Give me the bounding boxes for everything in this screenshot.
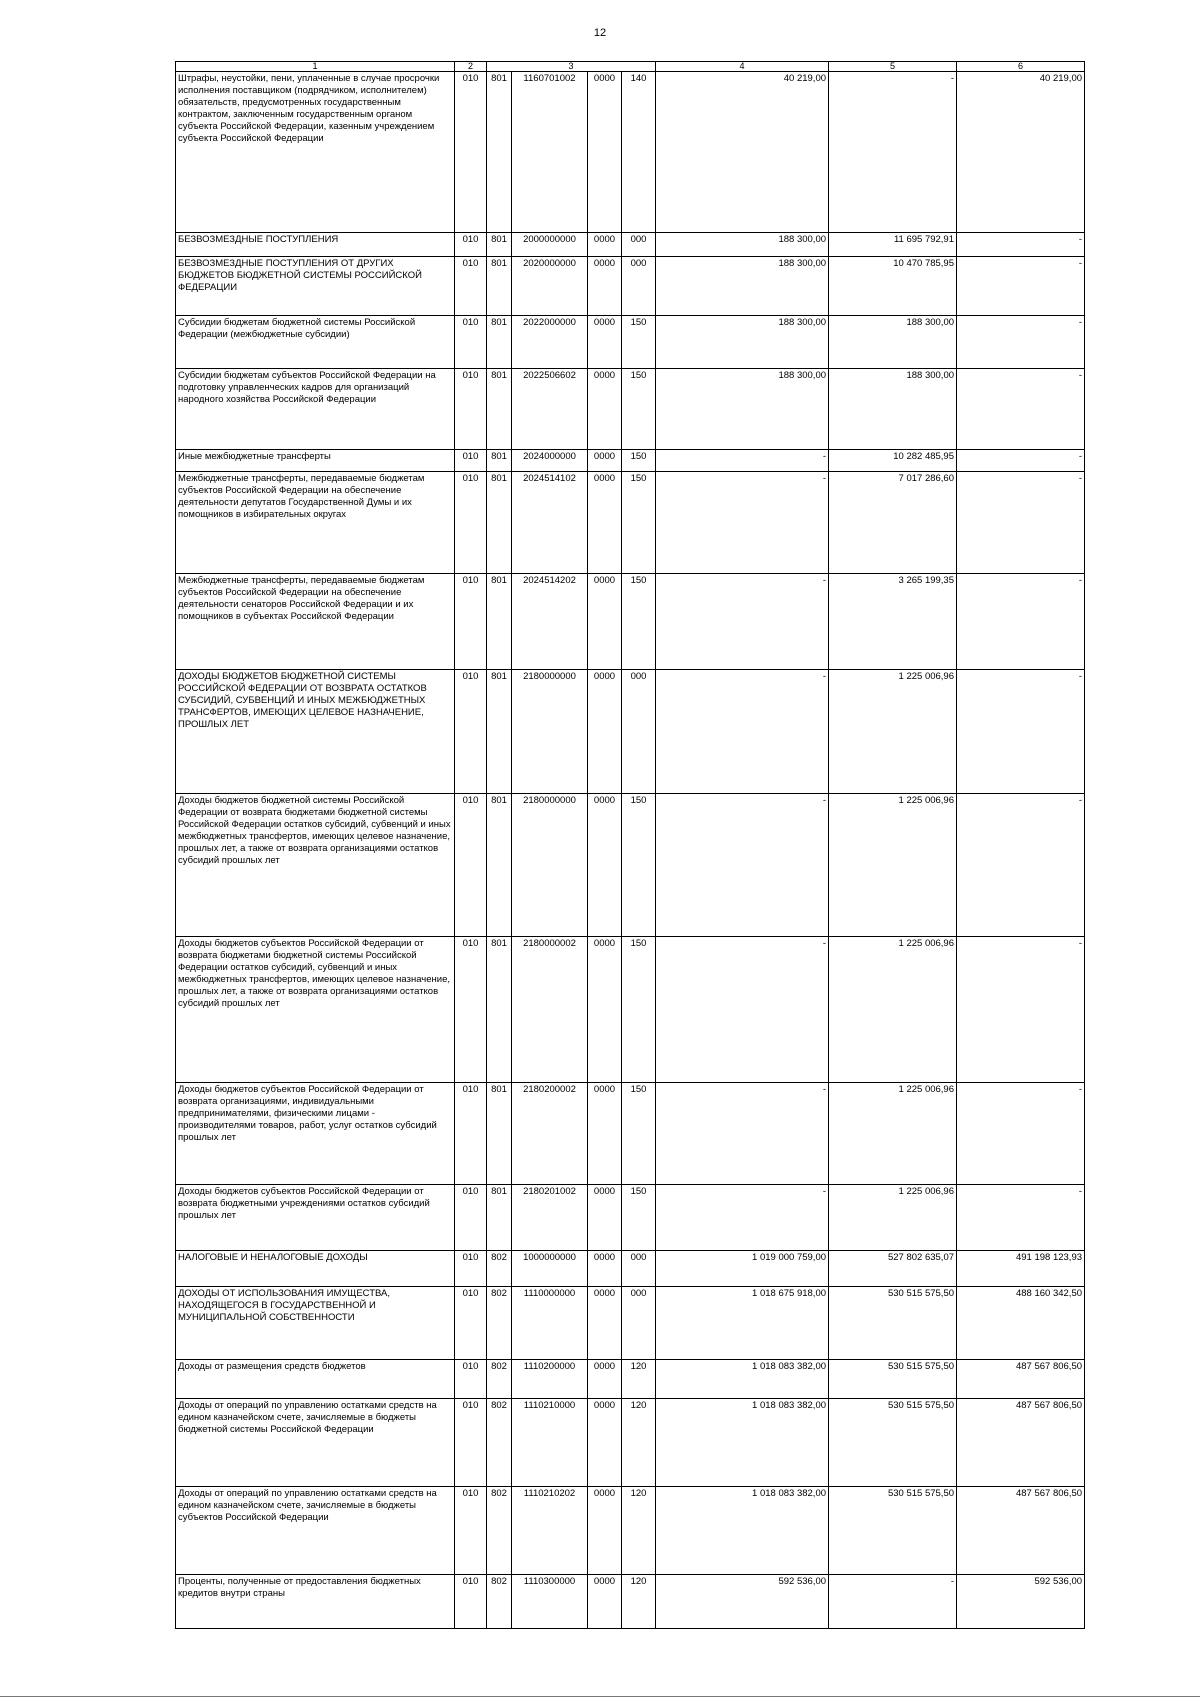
row-value-5: 3 265 199,35 <box>829 574 957 670</box>
row-code-kbk: 2180000002 <box>512 937 588 1083</box>
row-value-4: 188 300,00 <box>656 316 829 369</box>
header-col-3: 3 <box>487 62 656 72</box>
table-row <box>176 574 1085 670</box>
row-value-4: 188 300,00 <box>656 233 829 257</box>
row-code-program: 0000 <box>588 1251 622 1287</box>
row-value-4: 1 019 000 759,00 <box>656 1251 829 1287</box>
row-code-program: 0000 <box>588 369 622 450</box>
row-code-program: 0000 <box>588 670 622 794</box>
row-name: Субсидии бюджетам бюджетной системы Российской Федерации (межбюджетные субсидии) <box>176 316 455 369</box>
row-code-section: 802 <box>487 1287 512 1360</box>
row-code-program: 0000 <box>588 1487 622 1575</box>
row-name: Межбюджетные трансферты, передаваемые бюджетам субъектов Российской Федерации на обеспечение деятельности сенаторов Российской Федерации и их помощников в субъектах Российской Федерации <box>176 574 455 670</box>
row-code-type: 150 <box>622 1083 656 1185</box>
row-code-kbk: 1160701002 <box>512 72 588 233</box>
row-value-4: - <box>656 574 829 670</box>
row-code-program: 0000 <box>588 1399 622 1487</box>
row-code-admin: 010 <box>455 450 487 472</box>
row-code-program: 0000 <box>588 72 622 233</box>
row-code-program: 0000 <box>588 794 622 937</box>
row-code-admin: 010 <box>455 1399 487 1487</box>
row-value-5: 1 225 006,96 <box>829 1185 957 1251</box>
row-code-type: 150 <box>622 316 656 369</box>
page-number: 12 <box>593 27 607 39</box>
row-value-6: 487 567 806,50 <box>957 1487 1085 1575</box>
row-code-type: 140 <box>622 72 656 233</box>
row-value-5: 1 225 006,96 <box>829 1083 957 1185</box>
row-value-4: 592 536,00 <box>656 1575 829 1629</box>
row-code-admin: 010 <box>455 72 487 233</box>
table-row <box>176 1287 1085 1360</box>
row-code-program: 0000 <box>588 574 622 670</box>
row-code-section: 801 <box>487 574 512 670</box>
row-code-admin: 010 <box>455 670 487 794</box>
row-value-5: - <box>829 72 957 233</box>
row-value-4: 188 300,00 <box>656 257 829 316</box>
row-name: Иные межбюджетные трансферты <box>176 450 455 472</box>
row-code-kbk: 2024514202 <box>512 574 588 670</box>
row-code-program: 0000 <box>588 1360 622 1399</box>
row-code-type: 150 <box>622 937 656 1083</box>
row-code-kbk: 2024514102 <box>512 472 588 574</box>
row-code-section: 802 <box>487 1487 512 1575</box>
row-value-4: 1 018 083 382,00 <box>656 1360 829 1399</box>
row-name: Доходы бюджетов бюджетной системы Российской Федерации от возврата бюджетами бюджетной системы Российской Федерации остатков субсидий, субвенций и иных межбюджетных трансфертов, имеющих целевое назначение, прошлых лет, а также от возврата организациями остатков субсидий прошлых лет <box>176 794 455 937</box>
row-value-4: 1 018 675 918,00 <box>656 1287 829 1360</box>
row-value-6: - <box>957 450 1085 472</box>
row-value-5: 10 282 485,95 <box>829 450 957 472</box>
row-value-5: 10 470 785,95 <box>829 257 957 316</box>
table-row <box>176 1251 1085 1287</box>
row-code-admin: 010 <box>455 369 487 450</box>
row-code-program: 0000 <box>588 257 622 316</box>
table-row <box>176 450 1085 472</box>
row-code-section: 801 <box>487 794 512 937</box>
row-code-program: 0000 <box>588 1575 622 1629</box>
row-value-5: - <box>829 1575 957 1629</box>
row-code-admin: 010 <box>455 794 487 937</box>
header-row <box>176 62 1085 72</box>
row-value-5: 7 017 286,60 <box>829 472 957 574</box>
row-code-kbk: 1000000000 <box>512 1251 588 1287</box>
table-row <box>176 316 1085 369</box>
row-code-type: 000 <box>622 670 656 794</box>
row-value-6: - <box>957 472 1085 574</box>
row-code-kbk: 2180200002 <box>512 1083 588 1185</box>
row-code-kbk: 1110000000 <box>512 1287 588 1360</box>
row-value-5: 530 515 575,50 <box>829 1360 957 1399</box>
row-value-6: - <box>957 233 1085 257</box>
row-value-6: - <box>957 1083 1085 1185</box>
row-name: ДОХОДЫ ОТ ИСПОЛЬЗОВАНИЯ ИМУЩЕСТВА, НАХОДЯЩЕГОСЯ В ГОСУДАРСТВЕННОЙ И МУНИЦИПАЛЬНОЙ СОБСТВЕННОСТИ <box>176 1287 455 1360</box>
row-code-admin: 010 <box>455 574 487 670</box>
row-code-admin: 010 <box>455 472 487 574</box>
row-code-section: 801 <box>487 233 512 257</box>
row-value-4: 1 018 083 382,00 <box>656 1399 829 1487</box>
row-code-kbk: 1110300000 <box>512 1575 588 1629</box>
row-code-program: 0000 <box>588 316 622 369</box>
row-code-type: 150 <box>622 794 656 937</box>
table-row <box>176 1185 1085 1251</box>
row-code-admin: 010 <box>455 316 487 369</box>
row-code-admin: 010 <box>455 1185 487 1251</box>
row-code-admin: 010 <box>455 1287 487 1360</box>
table-row <box>176 794 1085 937</box>
row-code-type: 000 <box>622 257 656 316</box>
scan-edge-line <box>0 1696 1200 1697</box>
row-code-type: 150 <box>622 472 656 574</box>
row-code-program: 0000 <box>588 1287 622 1360</box>
row-value-5: 1 225 006,96 <box>829 937 957 1083</box>
row-code-type: 150 <box>622 574 656 670</box>
row-code-type: 120 <box>622 1487 656 1575</box>
row-value-6: - <box>957 257 1085 316</box>
row-value-5: 11 695 792,91 <box>829 233 957 257</box>
row-code-section: 802 <box>487 1360 512 1399</box>
row-name: Доходы от операций по управлению остатками средств на едином казначейском счете, зачисляемые в бюджеты бюджетной системы Российской Федерации <box>176 1399 455 1487</box>
row-name: БЕЗВОЗМЕЗДНЫЕ ПОСТУПЛЕНИЯ ОТ ДРУГИХ БЮДЖЕТОВ БЮДЖЕТНОЙ СИСТЕМЫ РОССИЙСКОЙ ФЕДЕРАЦИИ <box>176 257 455 316</box>
row-code-admin: 010 <box>455 1487 487 1575</box>
row-value-4: - <box>656 1185 829 1251</box>
table-row <box>176 937 1085 1083</box>
header-col-1: 1 <box>176 62 455 72</box>
row-code-type: 000 <box>622 1287 656 1360</box>
row-name: Доходы от размещения средств бюджетов <box>176 1360 455 1399</box>
row-value-6: - <box>957 574 1085 670</box>
header-col-5: 5 <box>829 62 957 72</box>
row-name: БЕЗВОЗМЕЗДНЫЕ ПОСТУПЛЕНИЯ <box>176 233 455 257</box>
header-col-6: 6 <box>957 62 1085 72</box>
row-code-kbk: 2024000000 <box>512 450 588 472</box>
row-value-4: - <box>656 670 829 794</box>
row-code-type: 150 <box>622 369 656 450</box>
row-value-5: 527 802 635,07 <box>829 1251 957 1287</box>
row-name: Штрафы, неустойки, пени, уплаченные в случае просрочки исполнения поставщиком (подрядчиком, исполнителем) обязательств, предусмотренных государственным контрактом, заключенным государственным органом субъекта Российской Федерации, казенным учреждением субъекта Российской Федерации <box>176 72 455 233</box>
row-name: Межбюджетные трансферты, передаваемые бюджетам субъектов Российской Федерации на обеспечение деятельности депутатов Государственной Думы и их помощников в избирательных округах <box>176 472 455 574</box>
row-value-6: - <box>957 1185 1085 1251</box>
row-code-section: 801 <box>487 450 512 472</box>
row-code-kbk: 1110200000 <box>512 1360 588 1399</box>
row-code-section: 801 <box>487 369 512 450</box>
row-code-type: 120 <box>622 1575 656 1629</box>
row-name: НАЛОГОВЫЕ И НЕНАЛОГОВЫЕ ДОХОДЫ <box>176 1251 455 1287</box>
row-value-5: 188 300,00 <box>829 369 957 450</box>
row-code-program: 0000 <box>588 937 622 1083</box>
table-row <box>176 1399 1085 1487</box>
row-value-4: - <box>656 1083 829 1185</box>
row-value-6: 488 160 342,50 <box>957 1287 1085 1360</box>
row-code-admin: 010 <box>455 1251 487 1287</box>
row-value-4: 1 018 083 382,00 <box>656 1487 829 1575</box>
row-value-6: 487 567 806,50 <box>957 1360 1085 1399</box>
row-code-program: 0000 <box>588 233 622 257</box>
row-code-kbk: 2180000000 <box>512 794 588 937</box>
row-code-section: 802 <box>487 1399 512 1487</box>
row-code-section: 802 <box>487 1575 512 1629</box>
budget-report-table <box>175 61 1085 1629</box>
row-value-4: - <box>656 794 829 937</box>
row-code-program: 0000 <box>588 472 622 574</box>
row-code-type: 150 <box>622 1185 656 1251</box>
row-value-6: - <box>957 937 1085 1083</box>
row-code-type: 000 <box>622 233 656 257</box>
row-code-kbk: 1110210202 <box>512 1487 588 1575</box>
row-code-admin: 010 <box>455 257 487 316</box>
row-value-5: 530 515 575,50 <box>829 1487 957 1575</box>
row-code-kbk: 2022000000 <box>512 316 588 369</box>
row-value-6: - <box>957 369 1085 450</box>
table-row <box>176 1575 1085 1629</box>
table-row <box>176 369 1085 450</box>
row-code-type: 150 <box>622 450 656 472</box>
row-value-4: - <box>656 937 829 1083</box>
table-row <box>176 1487 1085 1575</box>
row-value-6: 487 567 806,50 <box>957 1399 1085 1487</box>
row-value-6: - <box>957 316 1085 369</box>
row-code-kbk: 2022506602 <box>512 369 588 450</box>
table-row <box>176 233 1085 257</box>
row-value-4: - <box>656 450 829 472</box>
row-code-type: 120 <box>622 1360 656 1399</box>
row-code-kbk: 2180201002 <box>512 1185 588 1251</box>
row-code-admin: 010 <box>455 937 487 1083</box>
row-code-kbk: 2020000000 <box>512 257 588 316</box>
row-code-section: 801 <box>487 1083 512 1185</box>
row-code-section: 801 <box>487 670 512 794</box>
table-row <box>176 72 1085 233</box>
row-code-section: 801 <box>487 472 512 574</box>
row-code-kbk: 2000000000 <box>512 233 588 257</box>
row-value-6: - <box>957 670 1085 794</box>
table-row <box>176 257 1085 316</box>
row-code-section: 801 <box>487 316 512 369</box>
row-name: Доходы бюджетов субъектов Российской Федерации от возврата организациями, индивидуальными предпринимателями, физическими лицами - производителями товаров, работ, услуг остатков субсидий прошлых лет <box>176 1083 455 1185</box>
table-row <box>176 1083 1085 1185</box>
row-value-4: 188 300,00 <box>656 369 829 450</box>
row-name: Субсидии бюджетам субъектов Российской Федерации на подготовку управленческих кадров для организаций народного хозяйства Российской Федерации <box>176 369 455 450</box>
row-name: ДОХОДЫ БЮДЖЕТОВ БЮДЖЕТНОЙ СИСТЕМЫ РОССИЙСКОЙ ФЕДЕРАЦИИ ОТ ВОЗВРАТА ОСТАТКОВ СУБСИДИЙ, СУБВЕНЦИЙ И ИНЫХ МЕЖБЮДЖЕТНЫХ ТРАНСФЕРТОВ, ИМЕЮЩИХ ЦЕЛЕВОЕ НАЗНАЧЕНИЕ, ПРОШЛЫХ ЛЕТ <box>176 670 455 794</box>
row-name: Доходы бюджетов субъектов Российской Федерации от возврата бюджетными учреждениями остатков субсидий прошлых лет <box>176 1185 455 1251</box>
table-row <box>176 670 1085 794</box>
row-value-5: 530 515 575,50 <box>829 1399 957 1487</box>
row-code-program: 0000 <box>588 1185 622 1251</box>
row-code-admin: 010 <box>455 1083 487 1185</box>
row-value-6: 491 198 123,93 <box>957 1251 1085 1287</box>
table-row <box>176 472 1085 574</box>
row-code-kbk: 1110210000 <box>512 1399 588 1487</box>
row-code-kbk: 2180000000 <box>512 670 588 794</box>
row-name: Доходы от операций по управлению остатками средств на едином казначейском счете, зачисляемые в бюджеты субъектов Российской Федерации <box>176 1487 455 1575</box>
row-value-4: - <box>656 472 829 574</box>
row-value-4: 40 219,00 <box>656 72 829 233</box>
row-value-5: 1 225 006,96 <box>829 794 957 937</box>
table-row <box>176 1360 1085 1399</box>
row-value-5: 1 225 006,96 <box>829 670 957 794</box>
row-value-5: 188 300,00 <box>829 316 957 369</box>
row-code-program: 0000 <box>588 1083 622 1185</box>
row-value-6: - <box>957 794 1085 937</box>
row-code-section: 801 <box>487 937 512 1083</box>
header-col-4: 4 <box>656 62 829 72</box>
row-code-admin: 010 <box>455 1360 487 1399</box>
row-code-type: 120 <box>622 1399 656 1487</box>
row-name: Доходы бюджетов субъектов Российской Федерации от возврата бюджетами бюджетной системы Российской Федерации остатков субсидий, субвенций и иных межбюджетных трансфертов, имеющих целевое назначение, прошлых лет, а также от возврата организациями остатков субсидий прошлых лет <box>176 937 455 1083</box>
row-value-6: 592 536,00 <box>957 1575 1085 1629</box>
row-code-admin: 010 <box>455 1575 487 1629</box>
row-code-type: 000 <box>622 1251 656 1287</box>
row-code-admin: 010 <box>455 233 487 257</box>
row-value-6: 40 219,00 <box>957 72 1085 233</box>
row-value-5: 530 515 575,50 <box>829 1287 957 1360</box>
header-col-2: 2 <box>455 62 487 72</box>
row-code-section: 801 <box>487 1185 512 1251</box>
row-code-section: 801 <box>487 257 512 316</box>
row-code-section: 801 <box>487 72 512 233</box>
row-name: Проценты, полученные от предоставления бюджетных кредитов внутри страны <box>176 1575 455 1629</box>
row-code-program: 0000 <box>588 450 622 472</box>
row-code-section: 802 <box>487 1251 512 1287</box>
